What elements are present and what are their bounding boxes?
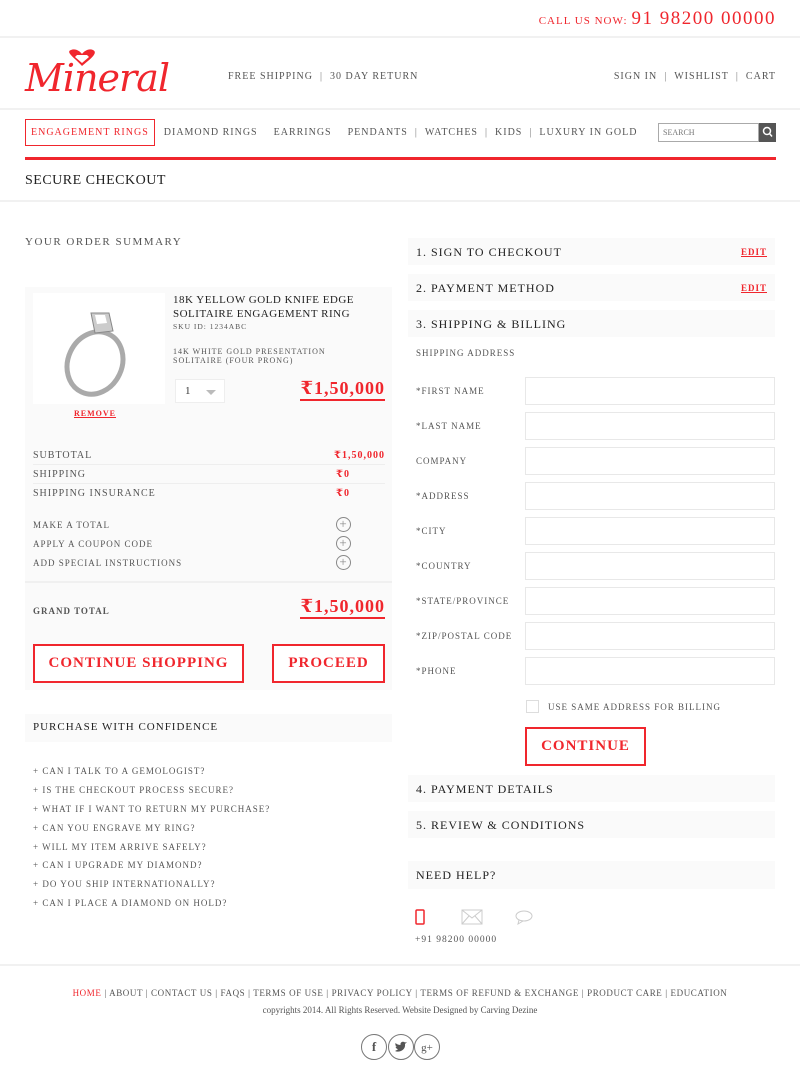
search-icon — [759, 123, 776, 142]
footer-faqs[interactable]: FAQS — [220, 988, 246, 998]
chat-icon[interactable] — [515, 910, 533, 925]
help-phone[interactable]: +91 98200 00000 — [415, 935, 498, 945]
footer-about[interactable]: ABOUT — [109, 988, 143, 998]
country-input[interactable] — [525, 552, 775, 580]
footer-contact[interactable]: CONTACT US — [151, 988, 213, 998]
field-label: *COUNTRY — [416, 561, 472, 571]
search-input[interactable] — [658, 123, 759, 142]
email-icon[interactable] — [461, 909, 483, 925]
nav-engagement-rings[interactable]: ENGAGEMENT RINGS — [25, 119, 155, 146]
twitter-icon[interactable] — [388, 1034, 414, 1060]
step-payment-details[interactable]: 4. PAYMENT DETAILS — [408, 775, 775, 802]
twitter-bird-icon — [394, 1041, 408, 1053]
nav-kids[interactable]: KIDS — [495, 126, 523, 138]
state-input[interactable] — [525, 587, 775, 615]
faq-item[interactable]: + CAN I PLACE A DIAMOND ON HOLD? — [33, 898, 228, 908]
faq-item[interactable]: + DO YOU SHIP INTERNATIONALLY? — [33, 879, 216, 889]
footer-refund[interactable]: TERMS OF REFUND & EXCHANGE — [420, 988, 579, 998]
proceed-button[interactable]: PROCEED — [272, 644, 385, 683]
faq-item[interactable]: + WHAT IF I WANT TO RETURN MY PURCHASE? — [33, 804, 271, 814]
step-sign-to-checkout[interactable]: 1. SIGN TO CHECKOUT EDIT — [408, 238, 775, 265]
grand-total-label: GRAND TOTAL — [33, 606, 110, 616]
apply-coupon[interactable]: APPLY A COUPON CODE + — [33, 539, 385, 549]
chevron-down-icon — [206, 390, 216, 395]
plus-icon[interactable]: + — [336, 517, 351, 532]
mobile-phone-icon[interactable] — [415, 909, 425, 925]
google-plus-icon[interactable]: g+ — [414, 1034, 440, 1060]
field-label: *STATE/PROVINCE — [416, 596, 510, 606]
step-payment-method[interactable]: 2. PAYMENT METHOD EDIT — [408, 274, 775, 301]
field-label: COMPANY — [416, 456, 468, 466]
address-input[interactable] — [525, 482, 775, 510]
main-nav: ENGAGEMENT RINGS DIAMOND RINGS EARRINGS PENDANTS | WATCHES | KIDS | LUXURY IN GOLD — [25, 118, 637, 146]
summary-row-insurance: SHIPPING INSURANCE ₹0 — [33, 488, 350, 499]
product-price: ₹1,50,000 — [300, 377, 385, 401]
step-review-conditions[interactable]: 5. REVIEW & CONDITIONS — [408, 811, 775, 838]
field-label: *LAST NAME — [416, 421, 482, 431]
remove-link[interactable]: REMOVE — [74, 409, 116, 418]
step-shipping-billing[interactable]: 3. SHIPPING & BILLING — [408, 310, 775, 337]
nav-luxury-in-gold[interactable]: LUXURY IN GOLD — [539, 126, 638, 138]
account-links: SIGN IN | WISHLIST | CART — [613, 71, 776, 82]
product-sku: SKU ID: 1234ABC — [173, 322, 248, 331]
last-name-input[interactable] — [525, 412, 775, 440]
faq-item[interactable]: + CAN YOU ENGRAVE MY RING? — [33, 823, 196, 833]
product-title[interactable]: 18K YELLOW GOLD KNIFE EDGE SOLITAIRE ENGAGEMENT RING — [173, 294, 355, 320]
special-instructions[interactable]: ADD SPECIAL INSTRUCTIONS + — [33, 558, 385, 568]
phone-input[interactable] — [525, 657, 775, 685]
facebook-icon[interactable]: f — [361, 1034, 387, 1060]
same-address-label[interactable]: USE SAME ADDRESS FOR BILLING — [548, 702, 722, 712]
faq-item[interactable]: + CAN I TALK TO A GEMOLOGIST? — [33, 766, 206, 776]
nav-earrings[interactable]: EARRINGS — [273, 126, 332, 138]
first-name-input[interactable] — [525, 377, 775, 405]
make-a-total[interactable]: MAKE A TOTAL + — [33, 520, 385, 530]
search-button[interactable] — [759, 123, 776, 142]
footer-education[interactable]: EDUCATION — [670, 988, 728, 998]
summary-row-subtotal: SUBTOTAL ₹1,50,000 — [33, 450, 385, 465]
continue-button[interactable]: CONTINUE — [525, 727, 646, 766]
promo: FREE SHIPPING | 30 DAY RETURN — [228, 71, 419, 82]
quantity-select[interactable]: 1 — [175, 379, 225, 403]
faq-item[interactable]: + IS THE CHECKOUT PROCESS SECURE? — [33, 785, 235, 795]
plus-icon[interactable]: + — [336, 555, 351, 570]
footer-links: HOME | ABOUT | CONTACT US | FAQS | TERMS OF USE | PRIVACY POLICY | TERMS OF REFUND & EXCHANGE | PRODUCT CARE | EDUCATION — [72, 988, 728, 998]
call-us: CALL US NOW: 91 98200 00000 — [538, 8, 776, 29]
page-title: SECURE CHECKOUT — [25, 173, 166, 188]
field-label: *ZIP/POSTAL CODE — [416, 631, 513, 641]
faq-item[interactable]: + CAN I UPGRADE MY DIAMOND? — [33, 860, 203, 870]
continue-shopping-button[interactable]: CONTINUE SHOPPING — [33, 644, 244, 683]
divider — [0, 108, 800, 110]
field-label: *FIRST NAME — [416, 386, 485, 396]
plus-icon[interactable]: + — [336, 536, 351, 551]
divider — [0, 36, 800, 38]
divider — [0, 964, 800, 966]
sign-in-link[interactable]: SIGN IN — [613, 71, 658, 82]
shipping-address-heading: SHIPPING ADDRESS — [416, 348, 516, 358]
edit-link[interactable]: EDIT — [740, 283, 767, 293]
copyright: copyrights 2014. All Rights Reserved. Website Designed by Carving Dezine — [262, 1005, 538, 1015]
nav-watches[interactable]: WATCHES — [424, 126, 478, 138]
zip-input[interactable] — [525, 622, 775, 650]
nav-pendants[interactable]: PENDANTS — [347, 126, 408, 138]
nav-underline — [25, 157, 776, 160]
product-option: 14K WHITE GOLD PRESENTATION SOLITAIRE (FOUR PRONG) — [173, 347, 326, 365]
need-help-heading: NEED HELP? — [408, 861, 775, 889]
wishlist-link[interactable]: WISHLIST — [674, 71, 729, 82]
summary-row-shipping: SHIPPING ₹0 — [33, 469, 385, 484]
footer-privacy[interactable]: PRIVACY POLICY — [331, 988, 413, 998]
logo[interactable]: Mineral — [25, 48, 140, 108]
edit-link[interactable]: EDIT — [740, 247, 767, 257]
phone-number[interactable]: 91 98200 00000 — [631, 8, 776, 29]
field-label: *CITY — [416, 526, 447, 536]
field-label: *PHONE — [416, 666, 457, 676]
faq-item[interactable]: + WILL MY ITEM ARRIVE SAFELY? — [33, 842, 207, 852]
cart-link[interactable]: CART — [745, 71, 776, 82]
confidence-heading: PURCHASE WITH CONFIDENCE — [25, 714, 392, 742]
company-input[interactable] — [525, 447, 775, 475]
city-input[interactable] — [525, 517, 775, 545]
footer-home[interactable]: HOME — [72, 988, 102, 998]
product-image[interactable] — [33, 293, 165, 404]
footer-product-care[interactable]: PRODUCT CARE — [587, 988, 663, 998]
divider — [0, 200, 800, 202]
ring-image — [33, 293, 165, 404]
nav-diamond-rings[interactable]: DIAMOND RINGS — [163, 126, 258, 138]
same-address-checkbox[interactable] — [526, 700, 539, 713]
order-summary-heading: YOUR ORDER SUMMARY — [25, 236, 183, 248]
field-label: *ADDRESS — [416, 491, 470, 501]
footer-terms[interactable]: TERMS OF USE — [253, 988, 324, 998]
grand-total-value: ₹1,50,000 — [300, 595, 385, 619]
divider — [25, 581, 392, 583]
